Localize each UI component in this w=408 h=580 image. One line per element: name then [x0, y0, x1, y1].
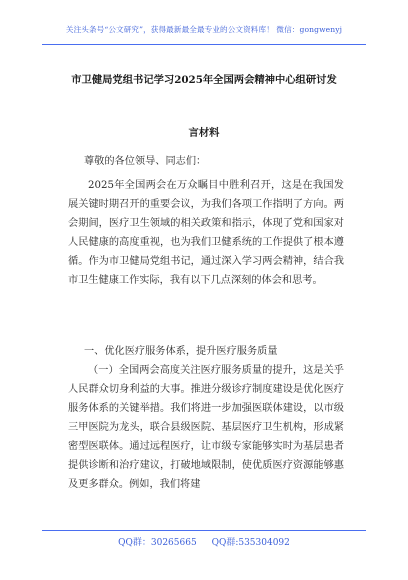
salutation: 尊敬的各位领导、同志们： [84, 156, 207, 167]
header-divider [42, 44, 366, 45]
footer [0, 535, 408, 548]
document-title-line-2: 言材料 [188, 127, 220, 139]
footer-qq-group-2: QQ群:535304092 [211, 538, 290, 548]
paragraph-section-1: （一）全国两会高度关注医疗服务质量的提升，这是关乎人民群众切身利益的大事。推进分级诊疗制度建设是优化医疗服务体系的关键举措。我们将进一步加强医联体建设，以市级三甲医院为龙头，联合县级医院、基层医疗卫生机构，形成紧密型医联体。通过远程医疗，让市级专家能够实时为基层患者提供诊断和治疗建议，打破地域限制，使优质医疗资源能够惠及更多群众。例如，我们将建 [68, 365, 344, 490]
paragraph-intro: 2025年全国两会在万众瞩目中胜利召开，这是在我国发展关键时期召开的重要会议，为我们各项工作指明了方向。两会期间，医疗卫生领域的相关政策和指示，体现了党和国家对人民健康的高度重视，也为我们卫健系统的工作提供了根本遵循。作为市卫健局党组书记，通过深入学习两会精神，结合我市卫生健康工作实际，我有以下几点深刻的体会和思考。 [68, 180, 344, 286]
document-title-line-1: 市卫健局党组书记学习2025年全国两会精神中心组研讨发 [71, 74, 337, 86]
section-heading-1: 一、优化医疗服务体系，提升医疗服务质量 [84, 346, 278, 357]
footer-divider [42, 530, 366, 531]
footer-qq-group-1: QQ群：30265665 [118, 538, 197, 548]
header-banner: 关注头条号“公文研究”，获得最新最全最专业的公文资料库！ 微信：gongwenyj [65, 25, 343, 34]
